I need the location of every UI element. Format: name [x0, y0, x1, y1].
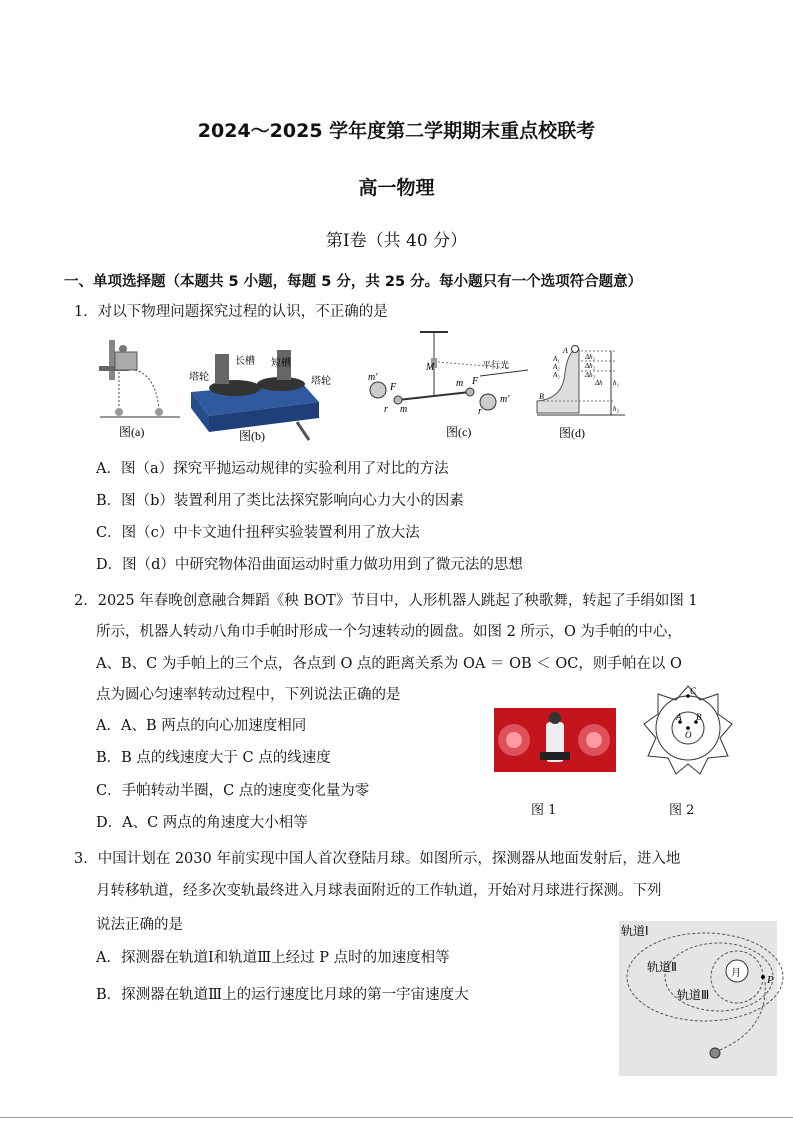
q1-option-d: D．图（d）中研究物体沿曲面运动时重力做功用到了微元法的思想: [96, 557, 523, 573]
small-ball-right: [466, 388, 474, 396]
label-M: M: [426, 362, 435, 373]
label-F-right: F: [472, 376, 479, 387]
label-orbit-2: 轨道Ⅱ: [647, 960, 677, 974]
label-tower-wheel-left: 塔轮: [189, 372, 209, 383]
label-C: C: [690, 686, 697, 696]
handkerchief-left-center: [506, 732, 522, 748]
label-dh1: Δh₁: [585, 353, 596, 361]
label-r-right: r: [478, 406, 482, 417]
subject-title: 高一物理: [358, 177, 435, 199]
handkerchief-right-center: [586, 732, 602, 748]
label-parallel-light: 平行光: [482, 360, 510, 370]
block: [572, 346, 579, 353]
q2-option-a: A．A、B 两点的向心加速度相同: [96, 718, 307, 734]
q2-option-b: B．B 点的线速度大于 C 点的线速度: [96, 750, 331, 766]
q3-option-a: A．探测器在轨道Ⅰ和轨道Ⅲ上经过 P 点时的加速度相等: [96, 950, 450, 966]
fig-d-caption: 图(d): [559, 426, 585, 440]
label-A1: A₁: [553, 355, 560, 363]
label-m-prime-left: m′: [368, 372, 378, 383]
parabolic-path: [135, 370, 159, 408]
crank-handle: [297, 422, 309, 440]
label-dh: Δh: [595, 379, 603, 387]
robot-waist: [540, 752, 570, 760]
q2-option-d: D．A、C 两点的角速度大小相等: [96, 815, 308, 831]
q2-stem-line-3: A、B、C 为手帕上的三个点，各点到 O 点的距离关系为 OA ＝ OB ＜ OC，则手帕在以 O: [96, 656, 682, 672]
label-m-prime-right: m′: [500, 394, 510, 405]
label-h1: h₁: [613, 379, 619, 387]
tower-left: [215, 354, 229, 384]
label-tower-wheel-right: 塔轮: [311, 376, 331, 387]
q2-figure-1-photo: [494, 708, 616, 772]
robot-head: [549, 712, 561, 724]
label-A2: A₂: [553, 363, 560, 371]
q2-stem-line-2: 所示，机器人转动八角巾手帕时形成一个匀速转动的圆盘。如图 2 所示，O 为手帕的中心，: [96, 624, 682, 640]
q3-orbit-figure: [619, 921, 777, 1076]
earth-launch-point: [710, 1048, 720, 1058]
q1-figure-d: [535, 343, 627, 443]
fig-c-caption: 图(c): [446, 425, 472, 439]
label-A: A: [676, 712, 682, 722]
label-O: O: [685, 730, 692, 740]
q1-option-b: B．图（b）装置利用了类比法探究影响向心力大小的因素: [96, 493, 464, 509]
label-dh2: Δh₂: [585, 362, 596, 370]
q2-figure-1-caption: 图 1: [531, 803, 557, 818]
fig-b-caption: 图(b): [239, 429, 265, 443]
ball-a: [115, 408, 123, 416]
q1-option-c: C．图（c）中卡文迪什扭秤实验装置利用了放大法: [96, 525, 420, 541]
section-heading: 一、单项选择题（本题共 5 小题，每题 5 分，共 25 分。每小题只有一个选项符合题意）: [64, 274, 643, 290]
stand-post: [109, 340, 115, 380]
label-B: B: [539, 392, 544, 401]
label-A3: A₃: [553, 371, 560, 379]
q1-option-a: A．图（a）探究平抛运动规律的实验利用了对比的方法: [96, 461, 449, 477]
q3-stem-line-3: 说法正确的是: [96, 917, 183, 933]
small-ball-left: [394, 396, 402, 404]
fig-a-caption: 图(a): [119, 425, 145, 439]
label-short-groove: 短槽: [271, 358, 291, 369]
page-bottom-rule: [0, 1117, 793, 1118]
label-A: A: [563, 346, 568, 355]
label-h2: h₂: [613, 405, 619, 413]
q3-option-b: B．探测器在轨道Ⅲ上的运行速度比月球的第一宇宙速度大: [96, 987, 469, 1003]
label-moon: 月: [731, 968, 741, 979]
label-long-groove: 长槽: [235, 356, 255, 367]
ball-b: [155, 408, 163, 416]
label-r-left: r: [384, 404, 388, 415]
q2-stem-line-1: 2．2025 年春晚创意融合舞蹈《秧 BOT》节目中，人形机器人跳起了秧歌舞，转起了手绢如图 1: [74, 593, 698, 609]
label-orbit-1: 轨道Ⅰ: [621, 924, 649, 938]
label-orbit-3: 轨道Ⅲ: [677, 988, 710, 1002]
label-P: P: [767, 974, 774, 986]
q3-stem-line-2: 月转移轨道，经多次变轨最终进入月球表面附近的工作轨道，开始对月球进行探测。下列: [96, 883, 662, 899]
q2-option-c: C．手帕转动半圈，C 点的速度变化量为零: [96, 783, 370, 799]
q1-figure-a: [95, 330, 190, 440]
exam-title: 2024～2025 学年度第二学期期末重点校联考: [197, 120, 596, 142]
large-ball-left: [370, 382, 386, 398]
q2-stem-line-4: 点为圆心匀速率转动过程中，下列说法正确的是: [96, 687, 401, 703]
q1-stem: 1．对以下物理问题探究过程的认识，不正确的是: [74, 304, 388, 320]
label-F-left: F: [390, 382, 397, 393]
q1-figure-c: [360, 328, 535, 443]
q3-stem-line-1: 3．中国计划在 2030 年前实现中国人首次登陆月球。如图所示，探测器从地面发射后，进入地: [74, 851, 681, 867]
label-m-left: m: [400, 404, 408, 415]
q1-figure-b: [185, 340, 331, 445]
top-knob: [119, 345, 127, 353]
q2-figure-2-caption: 图 2: [669, 803, 695, 818]
volume-title: 第Ⅰ卷（共 40 分）: [325, 231, 468, 251]
label-dh3: Δh₃: [585, 371, 596, 379]
point-p: [761, 975, 765, 979]
scale: [480, 370, 528, 376]
label-B: B: [696, 712, 702, 722]
label-m-right: m: [456, 378, 464, 389]
q2-figure-2: [638, 680, 738, 780]
launcher-box: [115, 352, 137, 370]
large-ball-right: [480, 394, 496, 410]
